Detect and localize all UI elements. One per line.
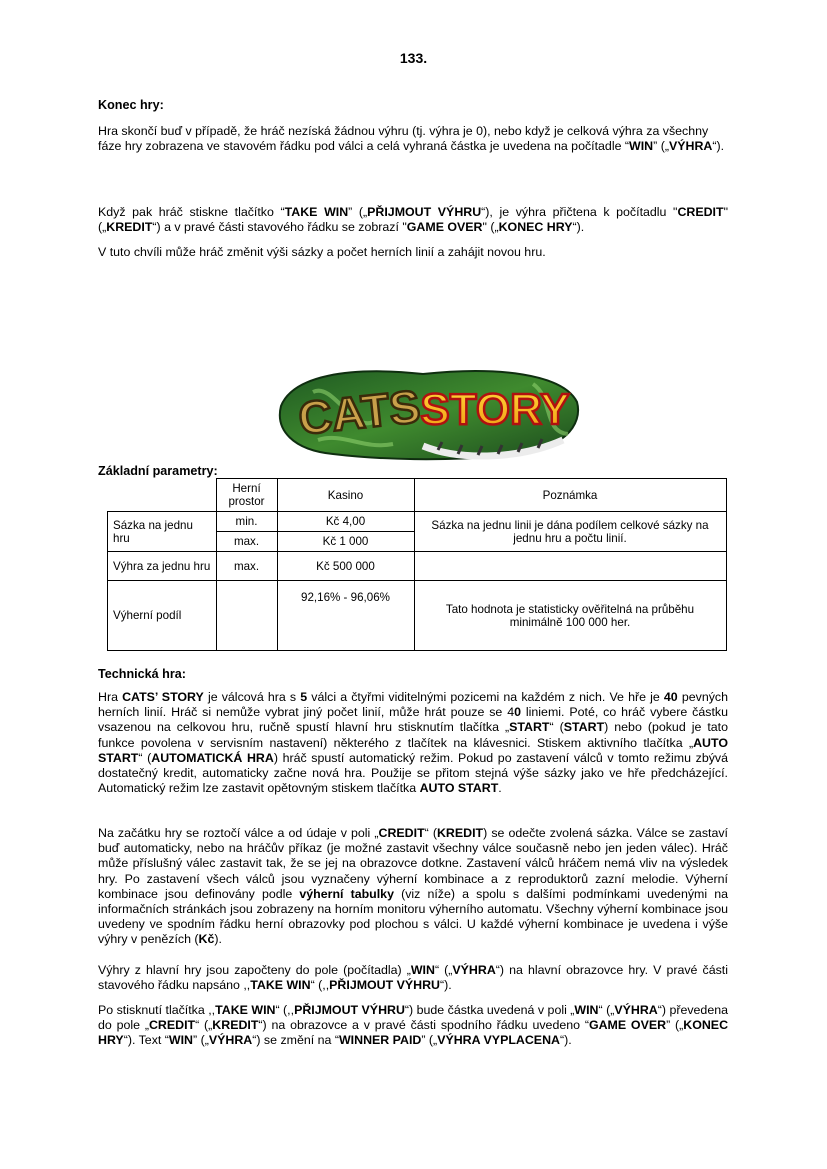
table-row <box>108 552 727 581</box>
parameters-table <box>107 478 727 651</box>
ratio-value: 92,16% - 96,06% <box>277 581 414 651</box>
ratio-note: Tato hodnota je statisticky ověřitelná na průběhu minimálně 100 000 her. <box>414 581 726 651</box>
tech-paragraph-4: Po stisknutí tlačítka ,,TAKE WIN“ (,,PŘIJMOUT VÝHRU“) bude částka uvedená v poli „WIN“ („VÝHRA“) převedena do pole „CREDIT“ („KREDIT“) na obrazovce a v pravé části spodního řádku uvedeno “GAME OVER” („KONEC HRY“). Text “WIN” („VÝHRA“) se změní na “WINNER PAID” („VÝHRA VYPLACENA“). <box>98 1003 729 1048</box>
win-max-value: Kč 500 000 <box>277 552 414 581</box>
stake-label: Sázka na jednu hru <box>108 512 217 552</box>
header-space: Herní prostor <box>216 479 277 512</box>
end-paragraph-2: Když pak hráč stiskne tlačítko “TAKE WIN” („PŘIJMOUT VÝHRU“), je výhra přičtena k počítadlu "CREDIT" („KREDIT“) a v pravé části stavového řádku se zobrazí "GAME OVER" („KONEC HRY“). <box>98 205 728 235</box>
logo-word-cats: CATS <box>296 379 423 445</box>
logo-word-story: STORY <box>420 385 570 434</box>
page-number: 133. <box>399 50 428 66</box>
table-row <box>108 512 727 532</box>
end-heading: Konec hry: <box>98 98 164 112</box>
max-label: max. <box>216 532 277 552</box>
table-header-row <box>108 479 727 512</box>
ratio-label: Výherní podíl <box>108 581 217 651</box>
tech-paragraph-2: Na začátku hry se roztočí válce a od údaje v poli „CREDIT“ (KREDIT) se odečte zvolená sázka. Válce se zastaví buď automaticky, nebo na hráčův příkaz (je možné zastavit všechny válce současně nebo jen jeden válec). Hráč může příslušný válec zastavit tak, že se jej na obrazovce dotkne. Zastavení válců hráčem nemá vliv na výsledek hry. Po zastavení všech válců jsou vyznačeny výherní kombinace a z reproduktorů zazní melodie. Výherní kombinace jsou definovány podle výherní tabulky (viz níže) a spolu s dalšími podmínkami uvedenými na informačních stránkách jsou zobrazeny na horním monitoru výherního automatu. Všechny výherní kombinace jsou uvedeny ve spodním řádku herní obrazovky pod plochou s válci. U každé výherní kombinace je uvedena i výše výhry v penězích (Kč). <box>98 826 729 947</box>
cats-story-logo <box>273 362 583 462</box>
max-value: Kč 1 000 <box>277 532 414 552</box>
header-casino: Kasino <box>277 479 414 512</box>
win-max-label: max. <box>216 552 277 581</box>
min-label: min. <box>216 512 277 532</box>
win-label: Výhra za jednu hru <box>108 552 217 581</box>
table-row <box>108 581 727 651</box>
params-heading: Základní parametry: <box>98 464 218 478</box>
header-note: Poznámka <box>414 479 726 512</box>
stake-note: Sázka na jednu linii je dána podílem celkové sázky na jednu hru a počtu linií. <box>414 512 726 552</box>
end-paragraph-1: Hra skončí buď v případě, že hráč nezíská žádnou výhru (tj. výhra je 0), nebo když je celková výhra za všechny fáze hry zobrazena ve stavovém řádku pod válci a celá vyhraná částka je uvedena na počítadle “WIN” („VÝHRA“). <box>98 124 725 154</box>
tech-paragraph-1: Hra CATS’ STORY je válcová hra s 5 válci a čtyřmi viditelnými pozicemi na každém z nich. Ve hře je 40 pevných herních linií. Hráč si nemůže vybrat jiný počet linií, může hrát pouze se 40 liniemi. Poté, co hráč vybere částku vsazenou na celkovou hru, ručně spustí hlavní hru stisknutím tlačítka „START“ (START) nebo (pokud je tato funkce povolena v servisním nastavení) některého z tlačítek na klávesnici. Stiskem aktivního tlačítka „AUTO START“ (AUTOMATICKÁ HRA) hráč spustí automatický režim. Pokud po zastavení válců v tomto režimu zbývá dostatečný kredit, automaticky začne nová hra. Použije se přitom stejná výše sázky jako ve hře předcházející. Automatický režim lze zastavit opětovným stiskem tlačítka AUTO START. <box>98 690 729 796</box>
tech-heading: Technická hra: <box>98 667 186 681</box>
min-value: Kč 4,00 <box>277 512 414 532</box>
tech-paragraph-3: Výhry z hlavní hry jsou započteny do pole (počítadla) „WIN“ („VÝHRA“) na hlavní obrazovce hry. V pravé části stavového řádku napsáno ,,TAKE WIN“ (,,PŘIJMOUT VÝHRU“). <box>98 963 728 993</box>
end-paragraph-3: V tuto chvíli může hráč změnit výši sázky a počet herních linií a zahájit novou hru. <box>98 245 546 259</box>
